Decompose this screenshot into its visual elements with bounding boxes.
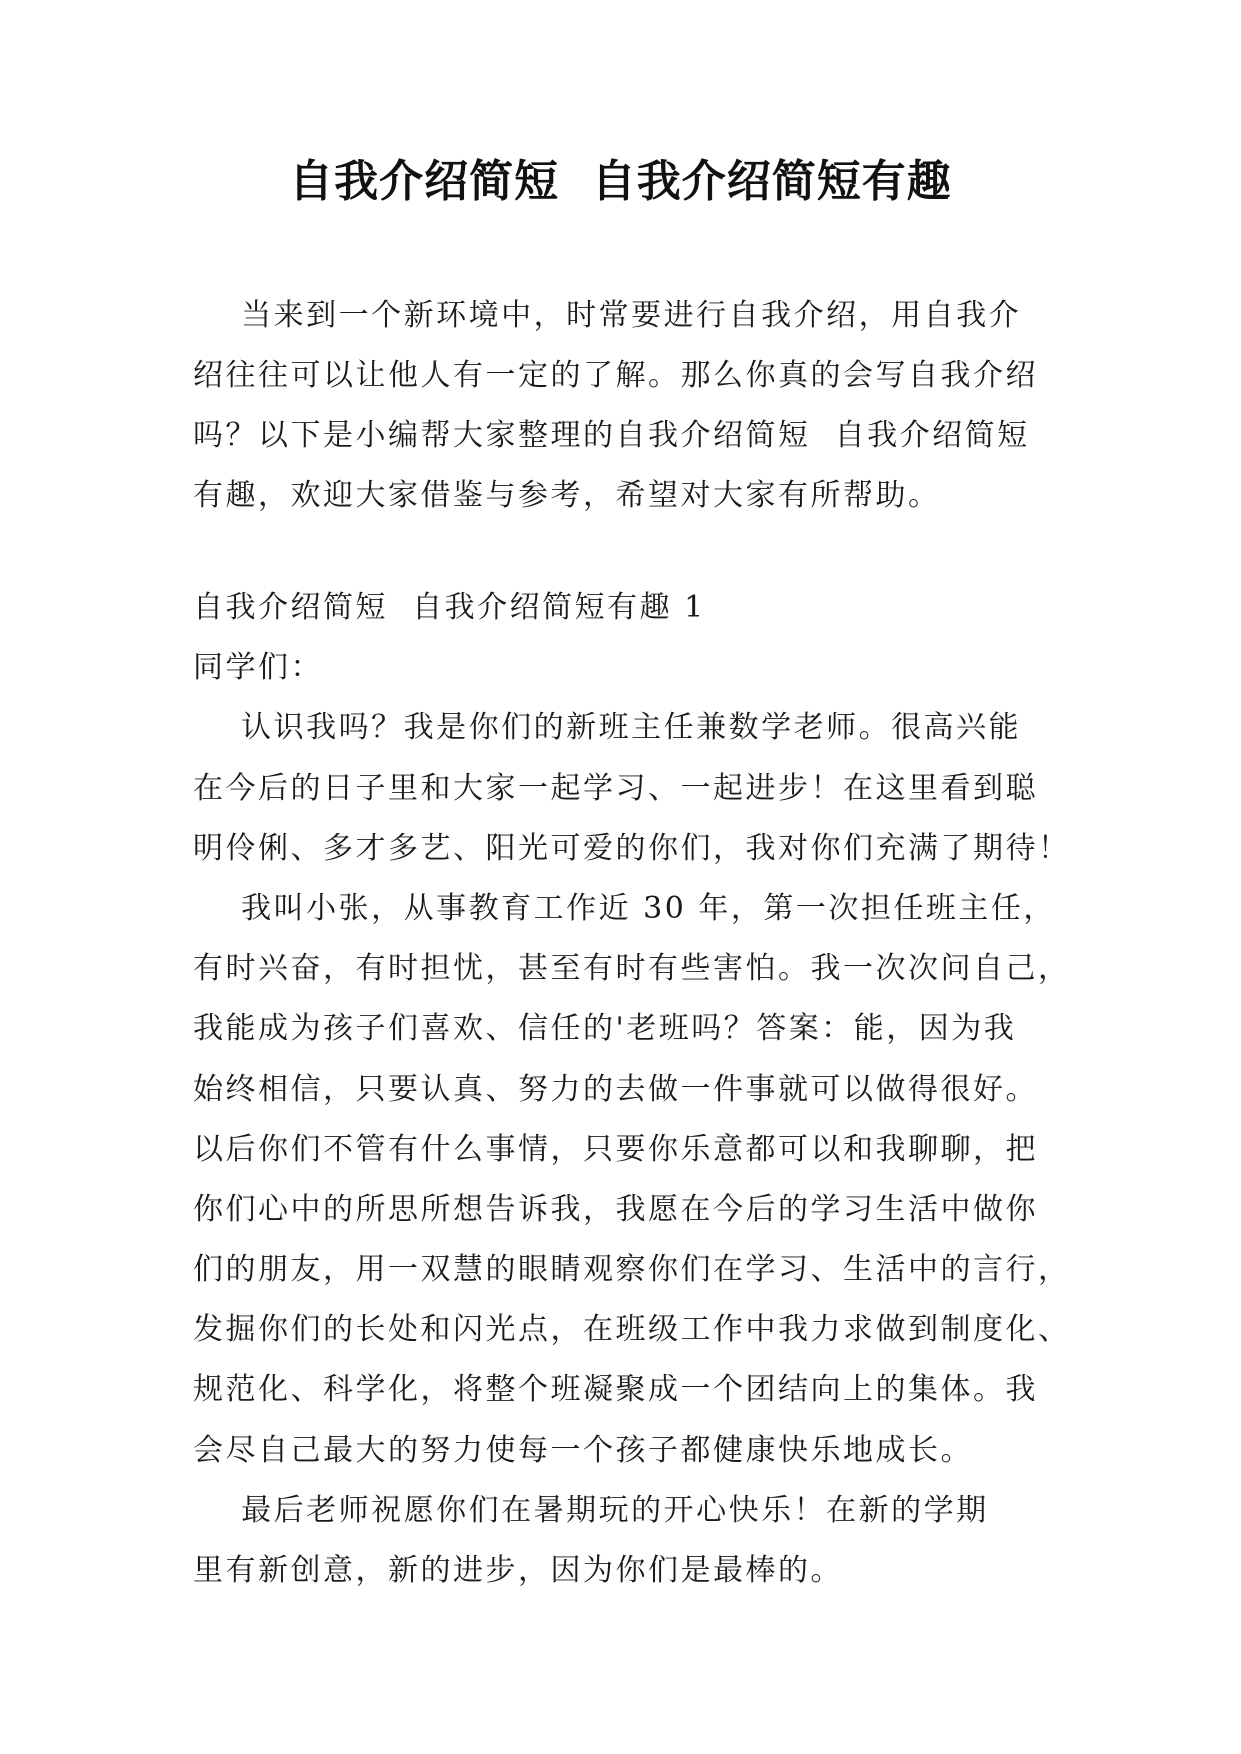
body-line: 以后你们不管有什么事情，只要你乐意都可以和我聊聊，把 <box>193 1131 1038 1167</box>
body-line: 明伶俐、多才多艺、阳光可爱的你们，我对你们充满了期待！ <box>193 830 1071 866</box>
intro-line: 吗？以下是小编帮大家整理的自我介绍简短 自我介绍简短 <box>193 418 1030 453</box>
body-line: 会尽自己最大的努力使每一个孩子都健康快乐地成长。 <box>193 1432 973 1468</box>
letter-section <box>193 578 1071 1601</box>
body-line: 发掘你们的长处和闪光点，在班级工作中我力求做到制度化、 <box>193 1312 1071 1348</box>
body-line: 认识我吗？我是你们的新班主任兼数学老师。很高兴能 <box>193 710 1022 746</box>
body-line: 最后老师祝愿你们在暑期玩的开心快乐！在新的学期 <box>193 1492 989 1528</box>
body-line: 在今后的日子里和大家一起学习、一起进步！在这里看到聪 <box>193 770 1038 806</box>
body-line: 始终相信，只要认真、努力的去做一件事就可以做得很好。 <box>193 1071 1038 1107</box>
body-line: 规范化、科学化，将整个班凝聚成一个团结向上的集体。我 <box>193 1372 1038 1408</box>
intro-line: 绍往往可以让他人有一定的了解。那么你真的会写自我介绍 <box>193 358 1038 393</box>
body-line: 有时兴奋，有时担忧，甚至有时有些害怕。我一次次问自己， <box>193 951 1071 987</box>
intro-line: 有趣，欢迎大家借鉴与参考，希望对大家有所帮助。 <box>193 478 941 513</box>
salutation: 同学们： <box>193 650 323 686</box>
section-heading: 自我介绍简短 自我介绍简短有趣 1 <box>193 590 706 625</box>
body-line: 里有新创意，新的进步，因为你们是最棒的。 <box>193 1553 843 1588</box>
intro-paragraph <box>193 286 1053 526</box>
page-title: 自我介绍简短 自我介绍简短有趣 <box>289 156 952 207</box>
body-line: 我叫小张，从事教育工作近 30 年，第一次担任班主任， <box>193 890 1056 926</box>
body-line: 我能成为孩子们喜欢、信任的'老班吗？答案：能，因为我 <box>193 1011 1017 1047</box>
body-line: 你们心中的所思所想告诉我，我愿在今后的学习生活中做你 <box>193 1191 1038 1227</box>
intro-line: 当来到一个新环境中，时常要进行自我介绍，用自我介 <box>193 298 1022 333</box>
body-line: 们的朋友，用一双慧的眼睛观察你们在学习、生活中的言行， <box>193 1252 1071 1288</box>
